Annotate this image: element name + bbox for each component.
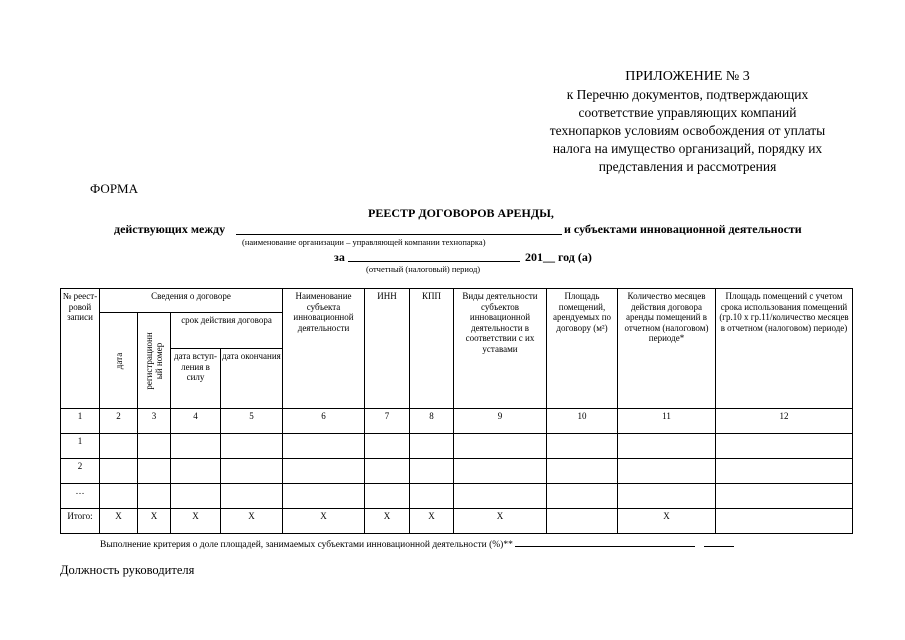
header-months: Количество месяцев действия договора аренды помещений в отчетном (налоговом) периоде* [618, 289, 716, 409]
appendix-line: представления и рассмотрения [598, 159, 777, 174]
total-cell [547, 509, 618, 534]
table-row [61, 459, 853, 484]
appendix-line: к Перечню документов, подтверждающих [566, 87, 809, 102]
total-cell: X [410, 509, 454, 534]
form-label: ФОРМА [90, 181, 138, 196]
col-number: 11 [618, 409, 716, 434]
col-number: 2 [100, 409, 138, 434]
organization-name-line [236, 234, 562, 235]
total-cell: X [283, 509, 365, 534]
header-start-date: дата вступ-ления в силу [171, 349, 221, 409]
appendix-line: соответствие управляющих компаний [578, 105, 797, 120]
total-cell: X [618, 509, 716, 534]
col-number: 10 [547, 409, 618, 434]
total-row [61, 509, 853, 534]
row-number: … [61, 484, 100, 509]
col-number: 4 [171, 409, 221, 434]
period-za-label: за [334, 250, 345, 264]
header-record-number: № реест-ровой записи [61, 289, 100, 409]
col-number: 12 [716, 409, 853, 434]
header-contract-info: Сведения о договоре [100, 289, 283, 313]
period-line [348, 261, 520, 262]
organization-hint: (наименование организации – управляющей компании технопарка) [242, 237, 486, 247]
col-number: 9 [454, 409, 547, 434]
criterion-line [100, 540, 734, 550]
header-regnum-cell [138, 313, 171, 409]
row-number: 2 [61, 459, 100, 484]
total-cell: X [365, 509, 410, 534]
total-cell: X [171, 509, 221, 534]
row-number: 1 [61, 434, 100, 459]
header-date-cell [100, 313, 138, 409]
col-number: 3 [138, 409, 171, 434]
column-number-row [61, 409, 853, 434]
header-end-date: дата окончания [221, 349, 283, 409]
total-cell: X [138, 509, 171, 534]
total-cell: X [454, 509, 547, 534]
register-table [60, 288, 853, 534]
period-hint: (отчетный (налоговый) период) [366, 264, 481, 274]
criterion-blank-short [704, 546, 734, 547]
col-number: 8 [410, 409, 454, 434]
criterion-blank [515, 546, 695, 547]
col-number: 1 [61, 409, 100, 434]
subjects-label: и субъектами инновационной деятельности [564, 222, 802, 236]
criterion-text: Выполнение критерия о доле площадей, занимаемых субъектами инновационной деятельности (%)** [100, 540, 513, 550]
appendix-block [520, 68, 855, 176]
header-kpp: КПП [410, 289, 454, 409]
director-position-label: Должность руководителя [60, 563, 195, 577]
total-cell: X [100, 509, 138, 534]
header-area-with-term: Площадь помещений с учетом срока использования помещений (гр.10 х гр.11/количество месяцев в отчетном (налоговом) периоде) [716, 289, 853, 409]
appendix-title: ПРИЛОЖЕНИЕ № 3 [625, 69, 750, 84]
col-number: 5 [221, 409, 283, 434]
header-area: Площадь помещений, арендуемых по договору (м²) [547, 289, 618, 409]
between-label: действующих между [114, 222, 226, 236]
total-label: Итого: [61, 509, 100, 534]
appendix-line: налога на имущество организаций, порядку их [552, 141, 823, 156]
table-row [61, 434, 853, 459]
col-number: 7 [365, 409, 410, 434]
header-date: дата [113, 352, 124, 369]
header-contract-term: срок действия договора [171, 313, 283, 349]
table-row [61, 484, 853, 509]
period-year-label: 201__ год (а) [525, 250, 592, 264]
appendix-line: технопарков условиям освобождения от уплаты [549, 123, 826, 138]
total-cell [716, 509, 853, 534]
register-title: РЕЕСТР ДОГОВОРОВ АРЕНДЫ, [368, 206, 554, 220]
col-number: 6 [283, 409, 365, 434]
total-cell: X [221, 509, 283, 534]
header-subject-name: Наименование субъекта инновационной деятельности [283, 289, 365, 409]
header-inn: ИНН [365, 289, 410, 409]
header-activity-types: Виды деятельности субъектов инновационной деятельности в соответствии с их уставами [454, 289, 547, 409]
header-regnum: регистрационн ый номер [144, 331, 164, 390]
